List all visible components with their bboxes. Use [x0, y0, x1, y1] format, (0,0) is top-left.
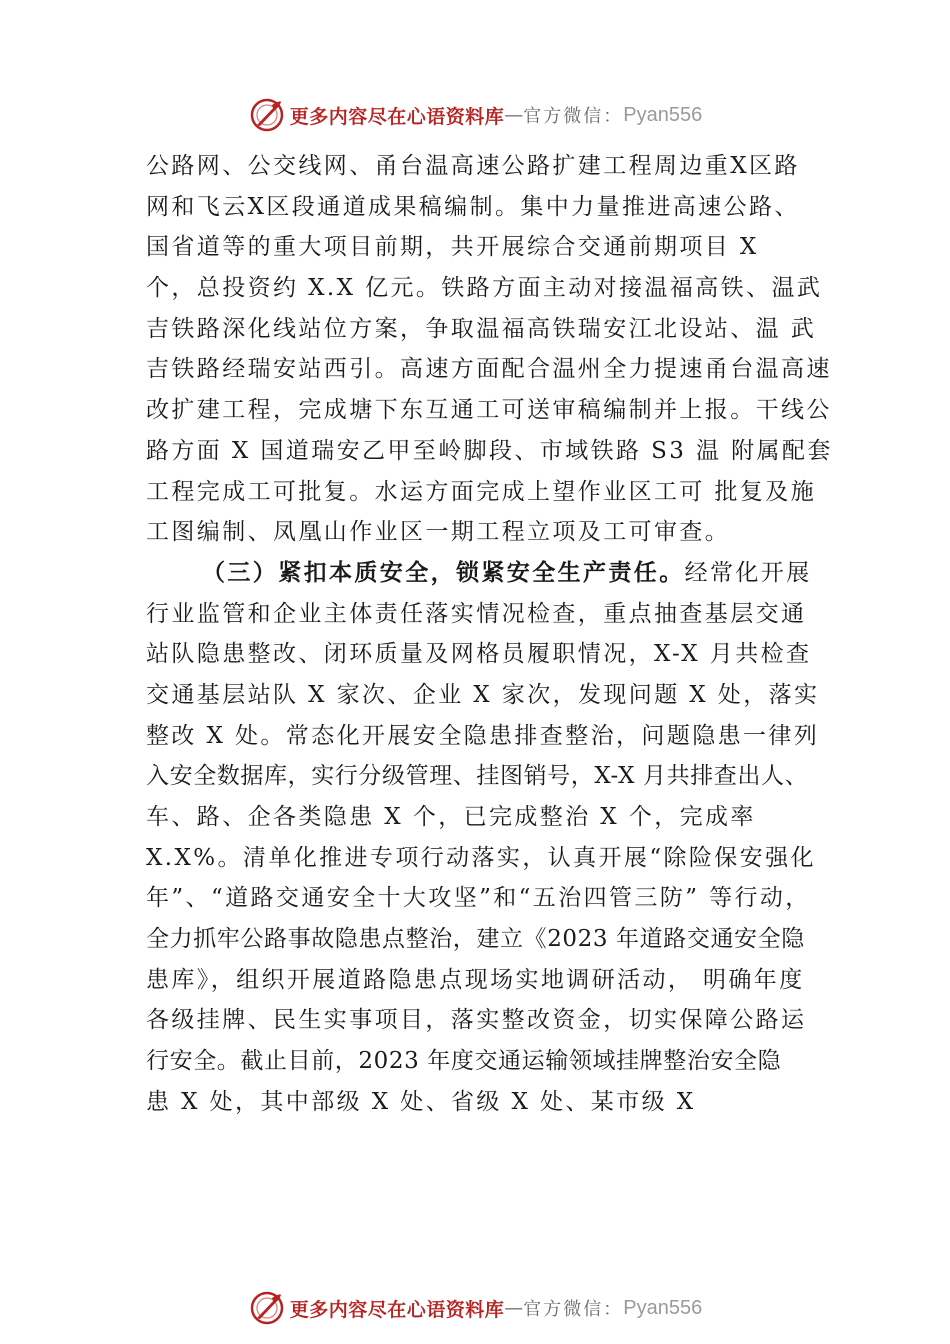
- banner-brand-text: 更多内容尽在心语资料库: [289, 105, 505, 128]
- text-line: 网和飞云Ⅹ区段通道成果稿编制。集中力量推进高速公路、: [146, 193, 800, 220]
- text-line: X.X%。清单化推进专项行动落实，认真开展“除险保安强化: [146, 844, 816, 871]
- text-line-heading: [146, 553, 846, 594]
- text-line: 行业监管和企业主体责任落实情况检查，重点抽查基层交通: [146, 600, 807, 627]
- banner-wechat-id: Pyan556: [623, 1296, 703, 1319]
- text-line: 改扩建工程，完成塘下东互通工可送审稿编制并上报。干线公: [146, 397, 832, 424]
- text-line: 全力抓牢公路事故隐患点整治，建立《2023 年道路交通安全隐: [146, 926, 805, 953]
- paragraph-transport-projects: [146, 146, 846, 553]
- text-line: 吉铁路深化线站位方案，争取温福高铁瑞安江北设站、温 武: [146, 315, 817, 342]
- text-line: 各级挂牌、民生实事项目，落实整改资金，切实保障公路运: [146, 1007, 807, 1034]
- text-line: 吉铁路经瑞安站西引。高速方面配合温州全力提速甬台温高速: [146, 356, 832, 383]
- banner-dash: —: [504, 104, 524, 126]
- text-line: 入安全数据库，实行分级管理、挂图销号，X-X 月共排查出人、: [146, 763, 809, 790]
- footer-banner: [0, 1288, 950, 1328]
- text-line: 国省道等的重大项目前期，共开展综合交通前期项目 X: [146, 234, 759, 261]
- text-line: 路方面 X 国道瑞安乙甲至岭脚段、市域铁路 S3 温 附属配套: [146, 437, 833, 464]
- text-line: 患库》，组织开展道路隐患点现场实地调研活动， 明确年度: [146, 966, 805, 993]
- text-line: 公路网、公交线网、甬台温高速公路扩建工程周边重Ⅹ区路: [146, 153, 800, 179]
- quill-logo-icon: [248, 96, 286, 134]
- text-line: 车、路、企各类隐患 X 个，已完成整治 X 个，完成率: [146, 804, 756, 830]
- banner-wechat-id: Pyan556: [623, 103, 703, 126]
- quill-logo-icon: [248, 1289, 286, 1327]
- paragraph-safety: [146, 553, 846, 1123]
- banner-wechat-label: 官方微信：: [523, 1299, 624, 1320]
- text-line: 个，总投资约 X.X 亿元。铁路方面主动对接温福高铁、温武: [146, 275, 823, 302]
- text-line: 工图编制、凤凰山作业区一期工程立项及工可审查。: [146, 519, 731, 546]
- text-line: 交通基层站队 X 家次、企业 X 家次，发现问题 X 处，落实: [146, 681, 820, 708]
- section-heading: （三）紧扣本质安全，锁紧安全生产责任。: [202, 558, 685, 586]
- document-body: [146, 146, 846, 1123]
- text-line: 年”、“道路交通安全十大攻坚”和“五治四管三防” 等行动，: [146, 885, 811, 912]
- banner-dash: —: [504, 1297, 524, 1319]
- text-line: 站队隐患整改、闭环质量及网格员履职情况，X-X 月共检查: [146, 641, 812, 668]
- banner-brand-text: 更多内容尽在心语资料库: [289, 1298, 505, 1321]
- heading-tail-text: 经常化开展: [684, 559, 812, 586]
- header-banner: [0, 95, 950, 135]
- text-line: 整改 X 处。常态化开展安全隐患排查整治，问题隐患一律列: [146, 722, 820, 749]
- text-line: 工程完成工可批复。水运方面完成上望作业区工可 批复及施: [146, 478, 817, 505]
- text-line: 行安全。截止目前，2023 年度交通运输领域挂牌整治安全隐: [146, 1048, 782, 1075]
- text-line: 患 X 处，其中部级 X 处、省级 X 处、某市级 X: [146, 1088, 696, 1115]
- banner-wechat-label: 官方微信：: [523, 106, 624, 127]
